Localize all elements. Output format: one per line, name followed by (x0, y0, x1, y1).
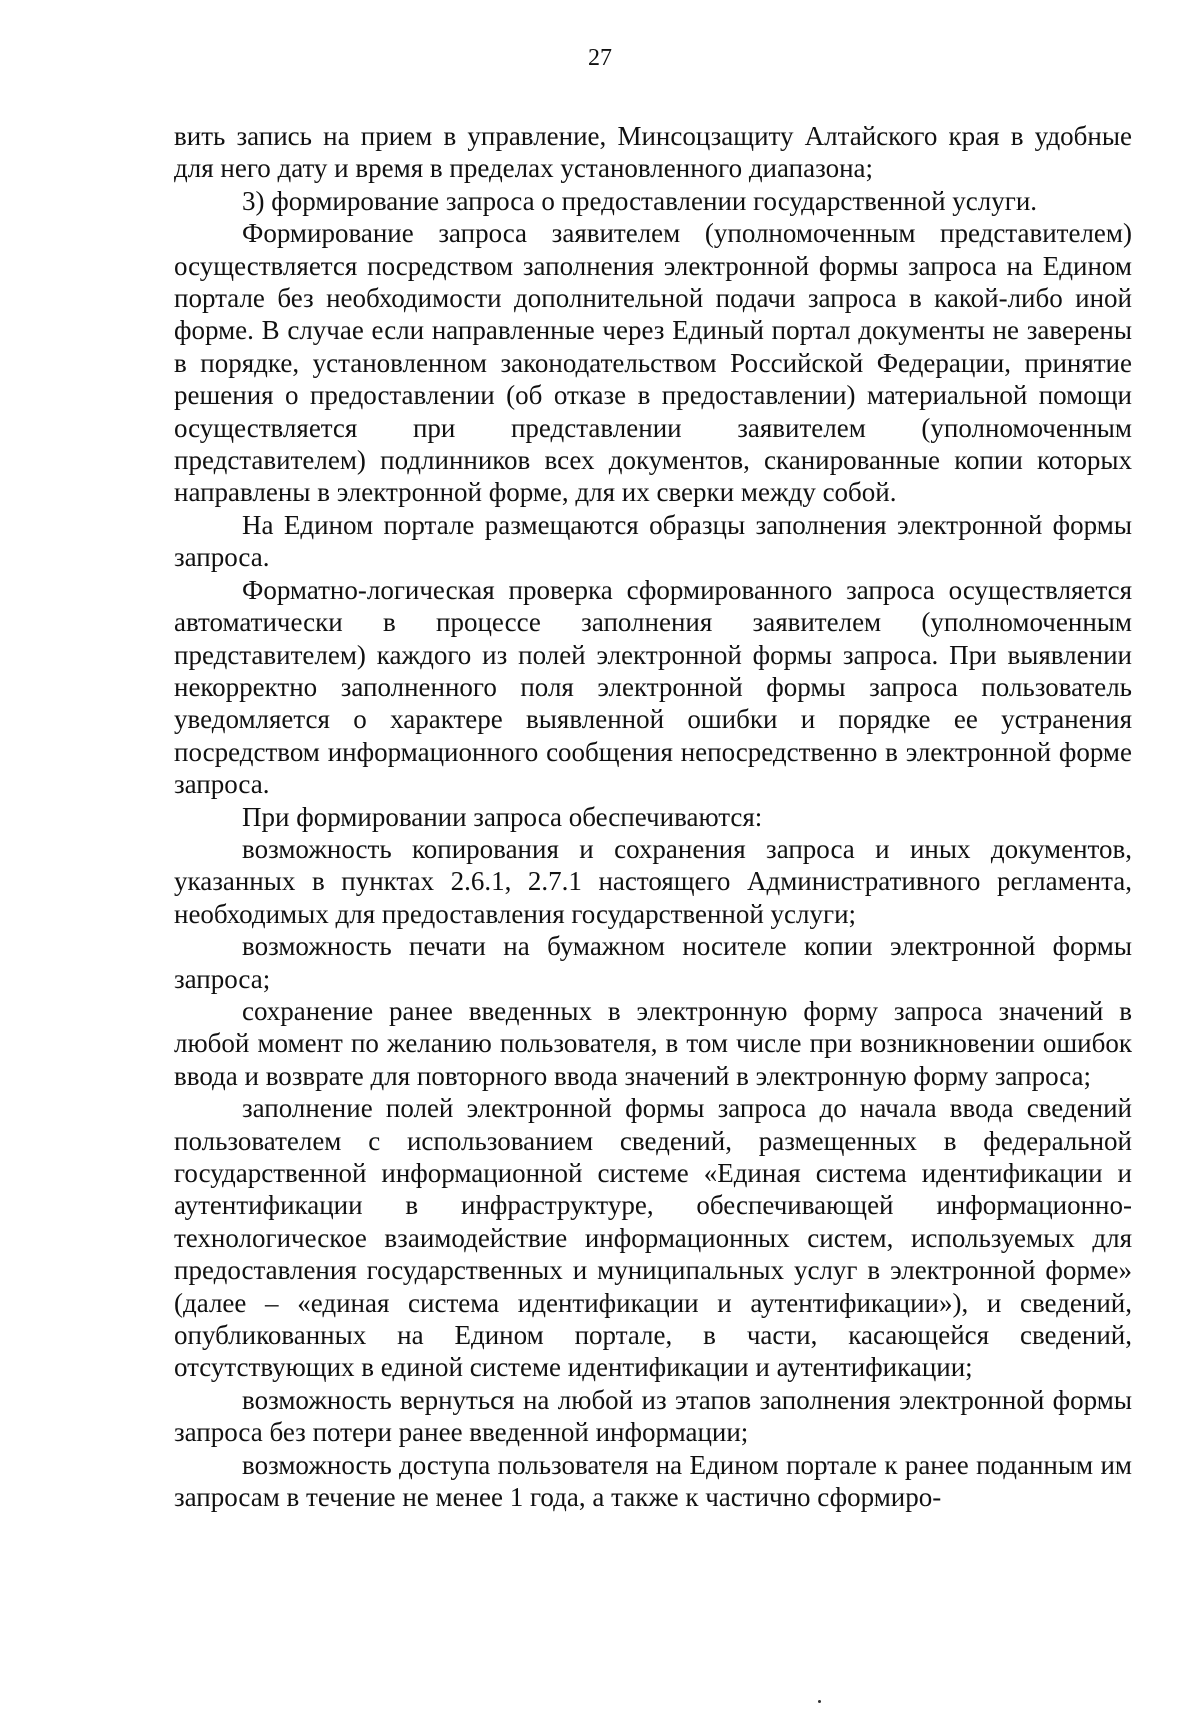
paragraph-list-item-3: 3) формирование запроса о предоставлении государственной услуги. (242, 185, 1038, 216)
paragraph-copy-save: возможность копирования и сохранения запроса и иных документов, указанных в пунктах 2.6.1, 2.7.1 настоящего Административного регламента, необходимых для предоставления государственной услуги; (174, 833, 1132, 929)
paragraph-return-step: возможность вернуться на любой из этапов заполнения электронной формы запроса без потери ранее введенной информации; (174, 1384, 1132, 1448)
paragraph-sample-forms: На Едином портале размещаются образцы заполнения электронной формы запроса. (174, 509, 1132, 573)
paragraph-request-formation: Формирование запроса заявителем (уполномоченным представителем) осуществляется посредством заполнения электронной формы запроса на Едином портале без необходимости дополнительной подачи запроса в какой-либо иной форме. В случае если направленные через Единый портал документы не заверены в порядке, установленном законодательством Российской Федерации, принятие решения о предоставлении (об отказе в предоставлении) материальной помощи осуществляется при представлении заявителем (уполномоченным представителем) подлинников всех документов, сканированные копии которых направлены в электронной форме, для их сверки между собой. (174, 218, 1132, 508)
page-number: 27 (588, 45, 612, 71)
paragraph-access-requests: возможность доступа пользователя на Едином портале к ранее поданным им запросам в течение не менее 1 года, а также к частично сформиро- (174, 1449, 1132, 1513)
paragraph-provisions-intro: При формировании запроса обеспечиваются: (242, 801, 763, 832)
paragraph-format-check: Форматно-логическая проверка сформированного запроса осуществляется автоматически в процессе заполнения заявителем (уполномоченным представителем) каждого из полей электронной формы запроса. При выявлении некорректно заполненного поля электронной формы запроса пользователь уведомляется о характере выявленной ошибки и порядке ее устранения посредством информационного сообщения непосредственно в электронной форме запроса. (174, 574, 1132, 800)
paragraph-print: возможность печати на бумажном носителе копии электронной формы запроса; (174, 931, 1132, 994)
paragraph-continuation: вить запись на прием в управление, Минсоцзащиту Алтайского края в удобные для него дату и время в пределах установленного диапазона; (174, 121, 1132, 184)
scan-artifact-dot (818, 1700, 821, 1703)
document-body (174, 120, 1132, 1513)
paragraph-autofill: заполнение полей электронной формы запроса до начала ввода сведений пользователем с использованием сведений, размещенных в федеральной государственной информационной системе «Единая система идентификации и аутентификации в инфраструктуре, обеспечивающей информационно-технологическое взаимодействие информационных систем, используемых для предоставления государственных и муниципальных услуг в электронной форме» (далее – «единая система идентификации и аутентификации»), и сведений, опубликованных на Едином портале, в части, касающейся сведений, отсутствующих в единой системе идентификации и аутентификации; (174, 1093, 1132, 1383)
paragraph-save-values: сохранение ранее введенных в электронную форму запроса значений в любой момент по желанию пользователя, в том числе при возникновении ошибок ввода и возврате для повторного ввода значений в электронную форму запроса; (174, 995, 1132, 1091)
